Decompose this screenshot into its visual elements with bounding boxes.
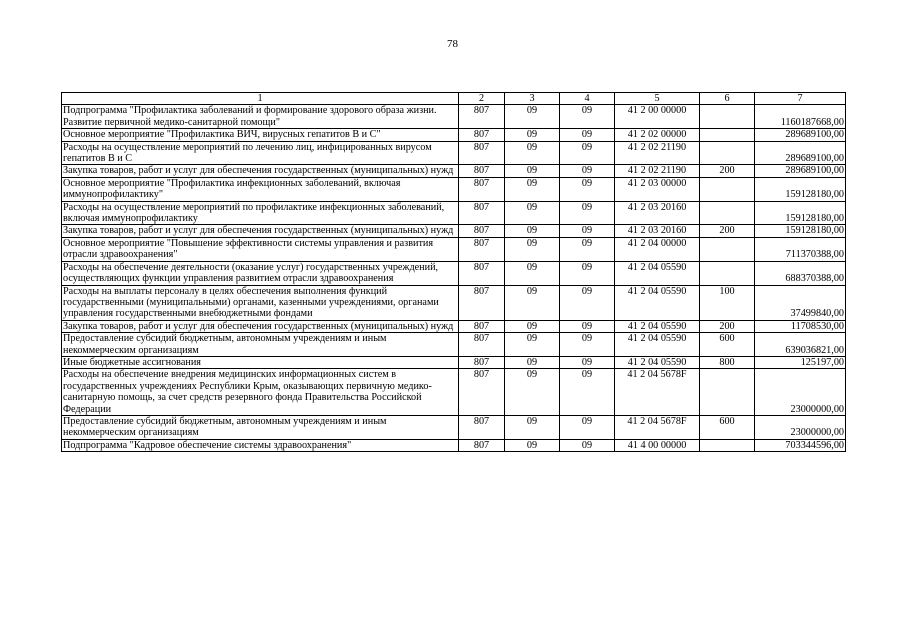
row-grbs-code: 807 <box>459 141 505 165</box>
row-expense-type: 200 <box>700 320 755 332</box>
row-subsection-code: 09 <box>560 237 615 261</box>
row-name: Расходы на осуществление мероприятий по профилактике инфекционных заболеваний, включая иммунопрофилактику <box>62 201 459 225</box>
row-target-article: 41 2 00 00000 <box>615 105 700 129</box>
row-sum: 23000000,00 <box>755 415 846 439</box>
row-sum: 23000000,00 <box>755 369 846 416</box>
row-target-article: 41 2 04 05590 <box>615 285 700 320</box>
row-expense-type <box>700 261 755 285</box>
row-expense-type <box>700 177 755 201</box>
row-grbs-code: 807 <box>459 415 505 439</box>
row-target-article: 41 2 03 00000 <box>615 177 700 201</box>
row-grbs-code: 807 <box>459 165 505 177</box>
table-row <box>62 201 846 225</box>
row-grbs-code: 807 <box>459 237 505 261</box>
page-number: 78 <box>447 38 458 50</box>
row-subsection-code: 09 <box>560 201 615 225</box>
row-target-article: 41 2 03 20160 <box>615 201 700 225</box>
row-sum: 1160187668,00 <box>755 105 846 129</box>
row-section-code: 09 <box>505 415 560 439</box>
row-target-article: 41 2 03 20160 <box>615 225 700 237</box>
row-name: Предоставление субсидий бюджетным, автономным учреждениям и иным некоммерческим организациям <box>62 333 459 357</box>
row-expense-type <box>700 369 755 416</box>
row-section-code: 09 <box>505 237 560 261</box>
row-section-code: 09 <box>505 141 560 165</box>
row-name: Закупка товаров, работ и услуг для обеспечения государственных (муниципальных) нужд <box>62 225 459 237</box>
row-sum: 688370388,00 <box>755 261 846 285</box>
column-header-expense-type: 6 <box>700 93 755 105</box>
table-row <box>62 225 846 237</box>
row-target-article: 41 2 04 5678F <box>615 415 700 439</box>
row-target-article: 41 2 04 05590 <box>615 333 700 357</box>
row-name: Подпрограмма "Кадровое обеспечение системы здравоохранения" <box>62 439 459 451</box>
row-sum: 289689100,00 <box>755 165 846 177</box>
budget-table <box>61 92 846 452</box>
row-expense-type: 200 <box>700 165 755 177</box>
row-grbs-code: 807 <box>459 105 505 129</box>
column-header-target-article: 5 <box>615 93 700 105</box>
row-subsection-code: 09 <box>560 333 615 357</box>
table-row <box>62 261 846 285</box>
table-row <box>62 369 846 416</box>
row-section-code: 09 <box>505 177 560 201</box>
row-grbs-code: 807 <box>459 369 505 416</box>
row-sum: 159128180,00 <box>755 201 846 225</box>
row-target-article: 41 2 02 21190 <box>615 141 700 165</box>
row-expense-type: 200 <box>700 225 755 237</box>
header-row <box>62 93 846 105</box>
row-subsection-code: 09 <box>560 261 615 285</box>
row-sum: 159128180,00 <box>755 225 846 237</box>
row-expense-type <box>700 237 755 261</box>
table-row <box>62 141 846 165</box>
row-grbs-code: 807 <box>459 261 505 285</box>
row-section-code: 09 <box>505 165 560 177</box>
row-section-code: 09 <box>505 201 560 225</box>
table-row <box>62 356 846 368</box>
row-name: Закупка товаров, работ и услуг для обеспечения государственных (муниципальных) нужд <box>62 165 459 177</box>
row-expense-type: 800 <box>700 356 755 368</box>
row-expense-type <box>700 141 755 165</box>
row-target-article: 41 2 04 05590 <box>615 356 700 368</box>
row-subsection-code: 09 <box>560 285 615 320</box>
table-row <box>62 165 846 177</box>
row-subsection-code: 09 <box>560 369 615 416</box>
row-grbs-code: 807 <box>459 177 505 201</box>
table-row <box>62 237 846 261</box>
row-section-code: 09 <box>505 320 560 332</box>
row-sum: 289689100,00 <box>755 129 846 141</box>
row-name: Основное мероприятие "Профилактика инфекционных заболеваний, включая иммунопрофилактику" <box>62 177 459 201</box>
row-name: Основное мероприятие "Повышение эффективности системы управления и развития отрасли здравоохранения" <box>62 237 459 261</box>
row-name: Иные бюджетные ассигнования <box>62 356 459 368</box>
row-subsection-code: 09 <box>560 141 615 165</box>
row-sum: 703344596,00 <box>755 439 846 451</box>
table-row <box>62 105 846 129</box>
row-target-article: 41 2 02 00000 <box>615 129 700 141</box>
table-row <box>62 177 846 201</box>
row-subsection-code: 09 <box>560 439 615 451</box>
row-name: Расходы на обеспечение деятельности (оказание услуг) государственных учреждений, осуществляющих функции управления развитием отрасли здравоохранения <box>62 261 459 285</box>
row-sum: 159128180,00 <box>755 177 846 201</box>
row-grbs-code: 807 <box>459 285 505 320</box>
row-expense-type: 600 <box>700 415 755 439</box>
row-name: Предоставление субсидий бюджетным, автономным учреждениям и иным некоммерческим организациям <box>62 415 459 439</box>
row-grbs-code: 807 <box>459 225 505 237</box>
row-section-code: 09 <box>505 439 560 451</box>
row-section-code: 09 <box>505 129 560 141</box>
row-target-article: 41 2 04 05590 <box>615 261 700 285</box>
column-header-subsection: 4 <box>560 93 615 105</box>
row-sum: 37499840,00 <box>755 285 846 320</box>
table-row <box>62 415 846 439</box>
row-sum: 125197,00 <box>755 356 846 368</box>
table-row <box>62 285 846 320</box>
row-subsection-code: 09 <box>560 415 615 439</box>
row-expense-type: 600 <box>700 333 755 357</box>
row-sum: 711370388,00 <box>755 237 846 261</box>
row-subsection-code: 09 <box>560 320 615 332</box>
column-header-section: 3 <box>505 93 560 105</box>
row-subsection-code: 09 <box>560 356 615 368</box>
row-expense-type <box>700 105 755 129</box>
row-subsection-code: 09 <box>560 165 615 177</box>
row-expense-type <box>700 439 755 451</box>
row-expense-type: 100 <box>700 285 755 320</box>
row-grbs-code: 807 <box>459 356 505 368</box>
row-name: Расходы на осуществление мероприятий по лечению лиц, инфицированных вирусом гепатитов В и С <box>62 141 459 165</box>
column-header-grbs: 2 <box>459 93 505 105</box>
row-subsection-code: 09 <box>560 225 615 237</box>
column-header-sum: 7 <box>755 93 846 105</box>
column-header-name: 1 <box>62 93 459 105</box>
row-section-code: 09 <box>505 105 560 129</box>
row-target-article: 41 2 04 00000 <box>615 237 700 261</box>
row-name: Основное мероприятие "Профилактика ВИЧ, вирусных гепатитов В и С" <box>62 129 459 141</box>
row-sum: 11708530,00 <box>755 320 846 332</box>
row-expense-type <box>700 201 755 225</box>
table-row <box>62 439 846 451</box>
row-section-code: 09 <box>505 369 560 416</box>
row-name: Расходы на обеспечение внедрения медицинских информационных систем в государственных учреждениях Республики Крым, оказывающих первичную медико-санитарную помощь, за счет средств резервного фонда Правительства Российской Федерации <box>62 369 459 416</box>
row-section-code: 09 <box>505 356 560 368</box>
table-row <box>62 129 846 141</box>
row-sum: 639036821,00 <box>755 333 846 357</box>
row-section-code: 09 <box>505 225 560 237</box>
row-grbs-code: 807 <box>459 201 505 225</box>
row-target-article: 41 2 04 05590 <box>615 320 700 332</box>
row-target-article: 41 2 02 21190 <box>615 165 700 177</box>
row-grbs-code: 807 <box>459 333 505 357</box>
row-subsection-code: 09 <box>560 129 615 141</box>
row-sum: 289689100,00 <box>755 141 846 165</box>
row-target-article: 41 2 04 5678F <box>615 369 700 416</box>
row-target-article: 41 4 00 00000 <box>615 439 700 451</box>
row-name: Закупка товаров, работ и услуг для обеспечения государственных (муниципальных) нужд <box>62 320 459 332</box>
row-section-code: 09 <box>505 285 560 320</box>
row-grbs-code: 807 <box>459 129 505 141</box>
row-name: Расходы на выплаты персоналу в целях обеспечения выполнения функций государственными (муниципальными) органами, казенными учреждениями, органами управления государственными внебюджетными фондами <box>62 285 459 320</box>
row-subsection-code: 09 <box>560 105 615 129</box>
row-section-code: 09 <box>505 333 560 357</box>
table-row <box>62 333 846 357</box>
row-grbs-code: 807 <box>459 439 505 451</box>
row-subsection-code: 09 <box>560 177 615 201</box>
row-grbs-code: 807 <box>459 320 505 332</box>
row-name: Подпрограмма "Профилактика заболеваний и формирование здорового образа жизни. Развитие первичной медико-санитарной помощи" <box>62 105 459 129</box>
row-expense-type <box>700 129 755 141</box>
table-row <box>62 320 846 332</box>
row-section-code: 09 <box>505 261 560 285</box>
